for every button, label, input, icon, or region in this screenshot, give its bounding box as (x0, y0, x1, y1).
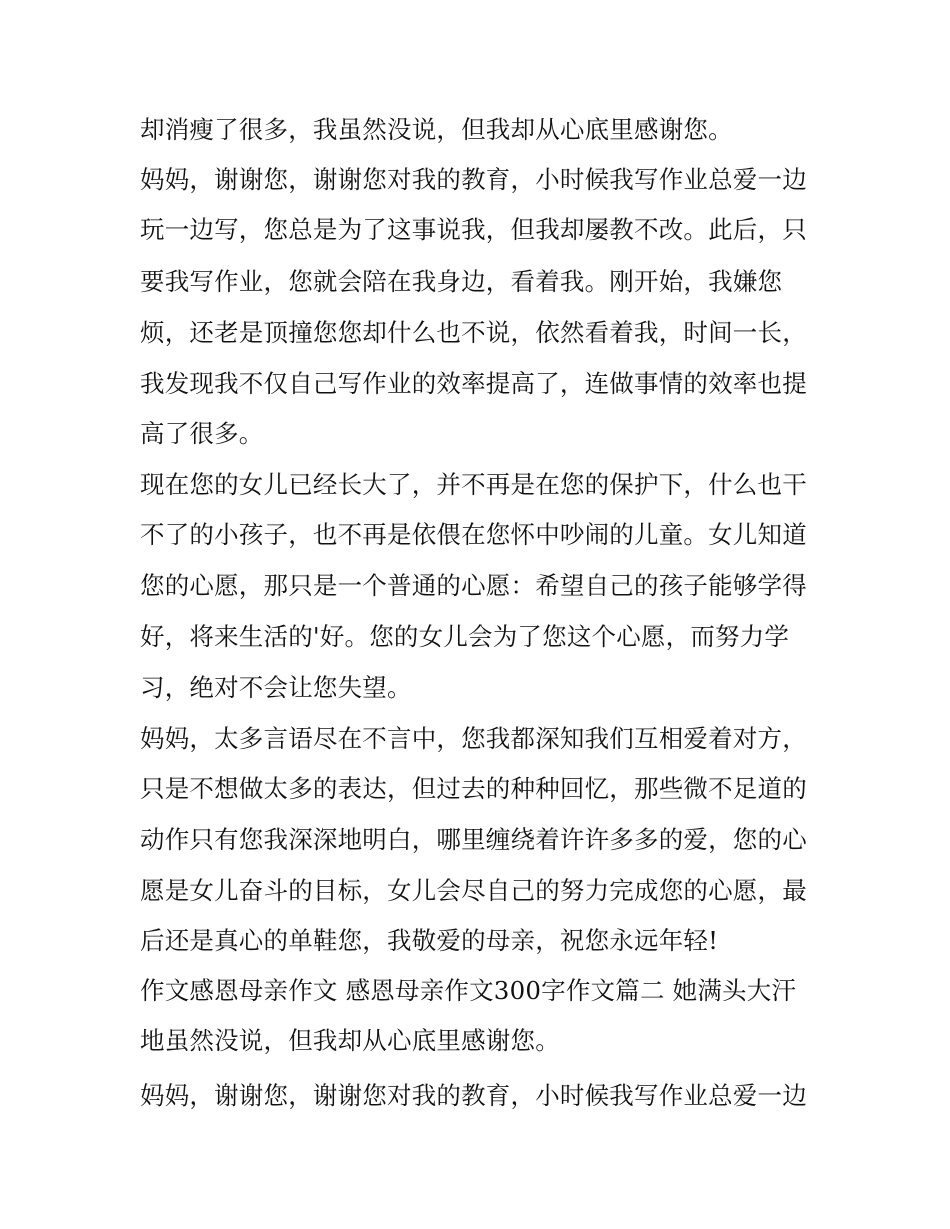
text-line-19: 地虽然没说，但我却从心底里感谢您。 (140, 1026, 560, 1055)
text-line-10: 您的心愿，那只是一个普通的心愿：希望自己的孩子能够学得 (140, 571, 807, 600)
text-line-9: 不了的小孩子，也不再是依偎在您怀中吵闹的儿童。女儿知道 (140, 520, 807, 549)
text-line-2: 妈妈，谢谢您，谢谢您对我的教育，小时候我写作业总爱一边 (140, 165, 807, 194)
text-line-6: 我发现我不仅自己写作业的效率提高了，连做事情的效率也提 (140, 369, 807, 398)
text-line-5: 烦，还老是顶撞您您却什么也不说，依然看着我，时间一长， (140, 318, 807, 347)
text-line-3: 玩一边写，您总是为了这事说我，但我却屡教不改。此后，只 (140, 215, 807, 244)
text-line-20: 妈妈，谢谢您，谢谢您对我的教育，小时候我写作业总爱一边 (140, 1081, 807, 1110)
text-line-12: 习，绝对不会让您失望。 (140, 673, 412, 702)
text-line-7: 高了很多。 (140, 419, 264, 448)
text-line-17: 后还是真心的单鞋您，我敬爱的母亲，祝您永远年轻! (140, 926, 719, 955)
text-line-4: 要我写作业，您就会陪在我身边，看着我。刚开始，我嫌您 (140, 267, 783, 296)
text-line-18: 作文感恩母亲作文 感恩母亲作文300字作文篇二 她满头大汗 (140, 976, 797, 1005)
text-line-14: 只是不想做太多的表达，但过去的种种回忆，那些微不足道的 (140, 774, 807, 803)
text-line-1: 却消瘦了很多，我虽然没说，但我却从心底里感谢您。 (140, 115, 733, 144)
text-line-13: 妈妈，太多言语尽在不言中，您我都深知我们互相爱着对方， (140, 724, 807, 753)
text-line-16: 愿是女儿奋斗的目标，女儿会尽自己的努力完成您的心愿，最 (140, 876, 807, 905)
text-line-15: 动作只有您我深深地明白，哪里缠绕着许许多多的爱，您的心 (140, 825, 807, 854)
text-line-11: 好，将来生活的'好。您的女儿会为了您这个心愿，而努力学 (140, 622, 790, 651)
text-line-8: 现在您的女儿已经长大了，并不再是在您的保护下，什么也干 (140, 470, 807, 499)
